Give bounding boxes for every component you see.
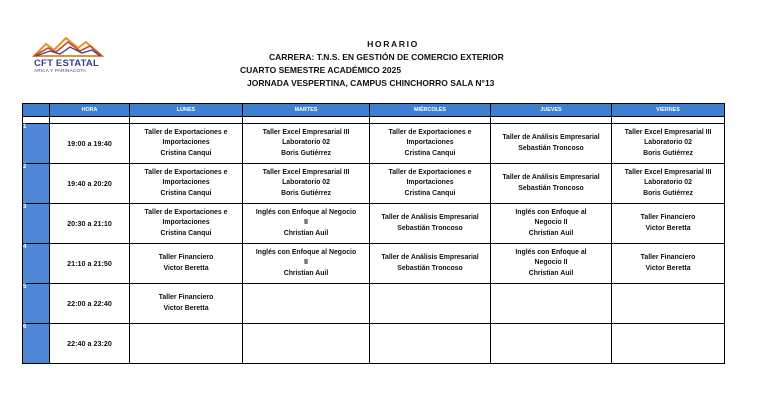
class-cell-line: Inglés con Enfoque al — [515, 248, 587, 256]
class-cell-line: Inglés con Enfoque al Negocio — [255, 248, 357, 256]
class-cell-line: Boris Gutiérrez — [643, 189, 693, 197]
column-header-5: JUEVES — [491, 104, 612, 117]
class-cell-line: Taller Financiero — [640, 253, 696, 261]
class-cell-line: Sebastián Troncoso — [397, 264, 463, 272]
class-cell-line: Sebastián Troncoso — [397, 224, 463, 232]
class-cell-line: Sebastián Troncoso — [518, 144, 584, 152]
class-cell-line: Victor Beretta — [645, 224, 691, 232]
spacer-cell — [370, 117, 491, 124]
class-cell-line: Inglés con Enfoque al Negocio — [255, 208, 357, 216]
class-cell-line: Taller de Exportaciones e — [144, 128, 228, 136]
schedule-table — [22, 103, 725, 364]
period-number: 5 — [23, 284, 50, 324]
class-cell-line: Taller Excel Empresarial III — [262, 168, 350, 176]
class-cell-line: Boris Gutiérrez — [281, 149, 331, 157]
column-header-3: MARTES — [243, 104, 370, 117]
class-cell — [370, 244, 491, 284]
class-cell-line: Taller Financiero — [158, 253, 214, 261]
class-cell-line: Taller Excel Empresarial III — [624, 128, 712, 136]
table-row — [23, 204, 725, 244]
class-cell-line: II — [304, 219, 308, 227]
period-time: 22:00 a 22:40 — [50, 284, 130, 324]
class-cell-line: Taller de Análisis Empresarial — [381, 213, 479, 221]
period-number: 4 — [23, 244, 50, 284]
class-cell-line: Christian Auil — [528, 269, 574, 277]
class-cell-line: Taller de Exportaciones e — [388, 168, 472, 176]
table-row — [23, 284, 725, 324]
logo-name: CFT ESTATAL — [34, 58, 99, 69]
class-cell-line: Boris Gutiérrez — [281, 189, 331, 197]
class-cell — [491, 204, 612, 244]
class-cell-line: Taller de Análisis Empresarial — [381, 253, 479, 261]
column-header-6: VIERNES — [612, 104, 725, 117]
class-cell-line: Importaciones — [162, 139, 210, 147]
class-cell — [370, 164, 491, 204]
class-cell — [130, 324, 243, 364]
class-cell-line: II — [304, 259, 308, 267]
class-cell-line: Cristina Canqui — [160, 149, 212, 157]
period-number: 6 — [23, 324, 50, 364]
period-number: 3 — [23, 204, 50, 244]
class-cell-line: Victor Beretta — [163, 264, 209, 272]
class-cell — [612, 284, 725, 324]
class-cell — [370, 204, 491, 244]
class-cell — [612, 324, 725, 364]
period-number: 1 — [23, 124, 50, 164]
class-cell — [491, 324, 612, 364]
spacer-row — [23, 117, 725, 124]
class-cell — [130, 164, 243, 204]
table-row — [23, 244, 725, 284]
class-cell — [130, 204, 243, 244]
spacer-cell — [612, 117, 725, 124]
period-number: 2 — [23, 164, 50, 204]
class-cell-line: Taller de Exportaciones e — [144, 168, 228, 176]
class-cell — [612, 124, 725, 164]
class-cell-line: Taller Excel Empresarial III — [262, 128, 350, 136]
class-cell-line: Christian Auil — [283, 229, 329, 237]
class-cell-line: Taller de Exportaciones e — [388, 128, 472, 136]
class-cell-line: Negocio II — [534, 259, 568, 267]
class-cell-line: Taller Excel Empresarial III — [624, 168, 712, 176]
period-time: 21:10 a 21:50 — [50, 244, 130, 284]
class-cell — [612, 204, 725, 244]
class-cell-line: Taller de Exportaciones e — [144, 208, 228, 216]
spacer-cell — [130, 117, 243, 124]
class-cell — [243, 324, 370, 364]
class-cell-line: Christian Auil — [283, 269, 329, 277]
logo-tagline: ARICA Y PARINACOTA — [34, 68, 87, 73]
class-cell — [370, 324, 491, 364]
class-cell-line: Inglés con Enfoque al — [515, 208, 587, 216]
class-cell — [491, 124, 612, 164]
document-title: HORARIO — [367, 39, 419, 49]
class-cell-line: Sebastián Troncoso — [518, 184, 584, 192]
class-cell — [243, 204, 370, 244]
column-header-1: HORA — [50, 104, 130, 117]
class-cell-line: Taller Financiero — [158, 293, 214, 301]
class-cell-line: Cristina Canqui — [404, 189, 456, 197]
class-cell — [243, 164, 370, 204]
column-header-4: MIÉRCOLES — [370, 104, 491, 117]
spacer-cell — [243, 117, 370, 124]
class-cell — [130, 284, 243, 324]
period-time: 19:00 a 19:40 — [50, 124, 130, 164]
class-cell-line: Laboratorio 02 — [282, 179, 330, 187]
header-row — [23, 104, 725, 117]
class-cell — [243, 124, 370, 164]
career-line: CARRERA: T.N.S. EN GESTIÓN DE COMERCIO EXTERIOR — [269, 52, 504, 62]
column-header-number — [23, 104, 50, 117]
column-header-2: LUNES — [130, 104, 243, 117]
class-cell — [612, 164, 725, 204]
semester-line: CUARTO SEMESTRE ACADÉMICO 2025 — [240, 65, 402, 75]
class-cell-line: Cristina Canqui — [160, 229, 212, 237]
class-cell-line: Victor Beretta — [645, 264, 691, 272]
class-cell-line: Laboratorio 02 — [644, 179, 692, 187]
class-cell — [243, 284, 370, 324]
class-cell-line: Importaciones — [406, 179, 454, 187]
class-cell-line: Importaciones — [162, 179, 210, 187]
class-cell-line: Cristina Canqui — [160, 189, 212, 197]
class-cell-line: Importaciones — [162, 219, 210, 227]
class-cell-line: Taller de Análisis Empresarial — [502, 173, 600, 181]
class-cell — [491, 164, 612, 204]
schedule-line: JORNADA VESPERTINA, CAMPUS CHINCHORRO SALA N°13 — [247, 78, 495, 88]
spacer-cell — [50, 117, 130, 124]
class-cell — [243, 244, 370, 284]
class-cell — [130, 124, 243, 164]
class-cell-line: Taller Financiero — [640, 213, 696, 221]
class-cell — [612, 244, 725, 284]
period-time: 20:30 a 21:10 — [50, 204, 130, 244]
table-row — [23, 324, 725, 364]
class-cell-line: Negocio II — [534, 219, 568, 227]
table-row — [23, 164, 725, 204]
class-cell-line: Boris Gutiérrez — [643, 149, 693, 157]
class-cell-line: Importaciones — [406, 139, 454, 147]
class-cell-line: Taller de Análisis Empresarial — [502, 133, 600, 141]
class-cell-line: Victor Beretta — [163, 304, 209, 312]
period-time: 22:40 a 23:20 — [50, 324, 130, 364]
class-cell-line: Christian Auil — [528, 229, 574, 237]
class-cell-line: Cristina Canqui — [404, 149, 456, 157]
class-cell — [130, 244, 243, 284]
spacer-cell — [23, 117, 50, 124]
class-cell — [370, 124, 491, 164]
period-time: 19:40 a 20:20 — [50, 164, 130, 204]
class-cell-line: Laboratorio 02 — [644, 139, 692, 147]
class-cell — [370, 284, 491, 324]
class-cell-line: Laboratorio 02 — [282, 139, 330, 147]
spacer-cell — [491, 117, 612, 124]
class-cell — [491, 244, 612, 284]
table-row — [23, 124, 725, 164]
class-cell — [491, 284, 612, 324]
